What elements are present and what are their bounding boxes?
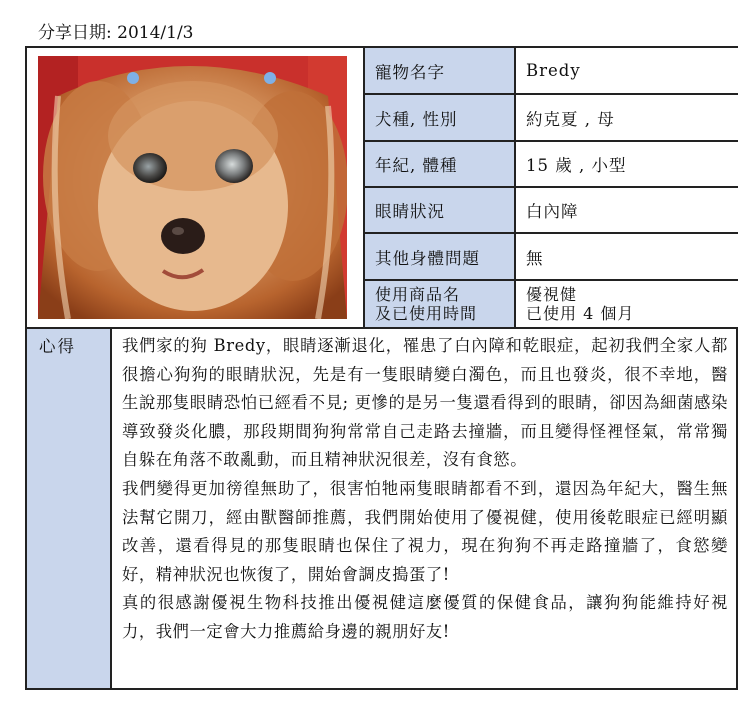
info-row-breed bbox=[365, 95, 738, 142]
product-usage-value bbox=[516, 281, 738, 327]
eye-condition-label: 眼睛狀況 bbox=[365, 188, 516, 232]
comment-label: 心得 bbox=[27, 329, 112, 688]
product-usage-label bbox=[365, 281, 516, 327]
info-row-name bbox=[365, 48, 738, 95]
info-row-other bbox=[365, 234, 738, 281]
breed-gender-label: 犬種, 性別 bbox=[365, 95, 516, 140]
pet-info-table bbox=[365, 48, 738, 327]
info-row-age bbox=[365, 142, 738, 188]
pet-testimonial-card bbox=[25, 46, 738, 690]
comment-body bbox=[112, 329, 736, 688]
photo-cell bbox=[27, 48, 365, 327]
comment-paragraph: 真的很感謝優視生物科技推出優視健這麼優質的保健食品，讓狗狗能維持好視力，我們一定會大力推薦給身邊的親朋好友! bbox=[122, 593, 728, 641]
comment-paragraph: 我們家的狗 Bredy，眼睛逐漸退化，罹患了白內障和乾眼症，起初我們全家人都很擔心狗狗的眼睛狀況，先是有一隻眼睛變白濁色，而且也發炎，很不幸地，醫生說那隻眼睛恐怕已經看不見; 更慘的是另一隻還看得到的眼睛，卻因為細菌感染導致發炎化膿，那段期間狗狗常常自己走路去撞牆，而且變得怪裡怪氣，常常獨自躲在角落不敢亂動，而且精神狀況很差，沒有食慾。 bbox=[122, 336, 728, 470]
eye-condition-value: 白內障 bbox=[516, 188, 738, 232]
yorkshire-terrier-photo bbox=[38, 56, 347, 319]
other-health-value: 無 bbox=[516, 234, 738, 279]
breed-gender-value: 約克夏 , 母 bbox=[516, 95, 738, 140]
pet-name-label: 寵物名字 bbox=[365, 48, 516, 93]
comment-row bbox=[27, 327, 736, 688]
dog-photo bbox=[38, 56, 347, 319]
age-size-value: 15 歲 , 小型 bbox=[516, 142, 738, 186]
other-health-label: 其他身體問題 bbox=[365, 234, 516, 279]
product-usage-label-line1: 使用商品名 bbox=[375, 285, 461, 304]
share-date: 分享日期: 2014/1/3 bbox=[38, 23, 194, 43]
age-size-label: 年紀, 體種 bbox=[365, 142, 516, 186]
pet-name-value: Bredy bbox=[516, 48, 738, 93]
usage-duration-value: 已使用 4 個月 bbox=[526, 304, 635, 323]
product-usage-label-line2: 及已使用時間 bbox=[375, 304, 478, 323]
info-row-eye bbox=[365, 188, 738, 234]
product-name-value: 優視健 bbox=[526, 285, 578, 304]
info-row-product bbox=[365, 281, 738, 327]
comment-paragraph: 我們變得更加徬徨無助了，很害怕牠兩隻眼睛都看不到，還因為年紀大，醫生無法幫它開刀，經由獸醫師推薦，我們開始使用了優視健，使用後乾眼症已經明顯改善，還看得見的那隻眼睛也保住了視力，現在狗狗不再走路撞牆了，食慾變好，精神狀況也恢復了，開始會調皮搗蛋了! bbox=[122, 478, 728, 584]
